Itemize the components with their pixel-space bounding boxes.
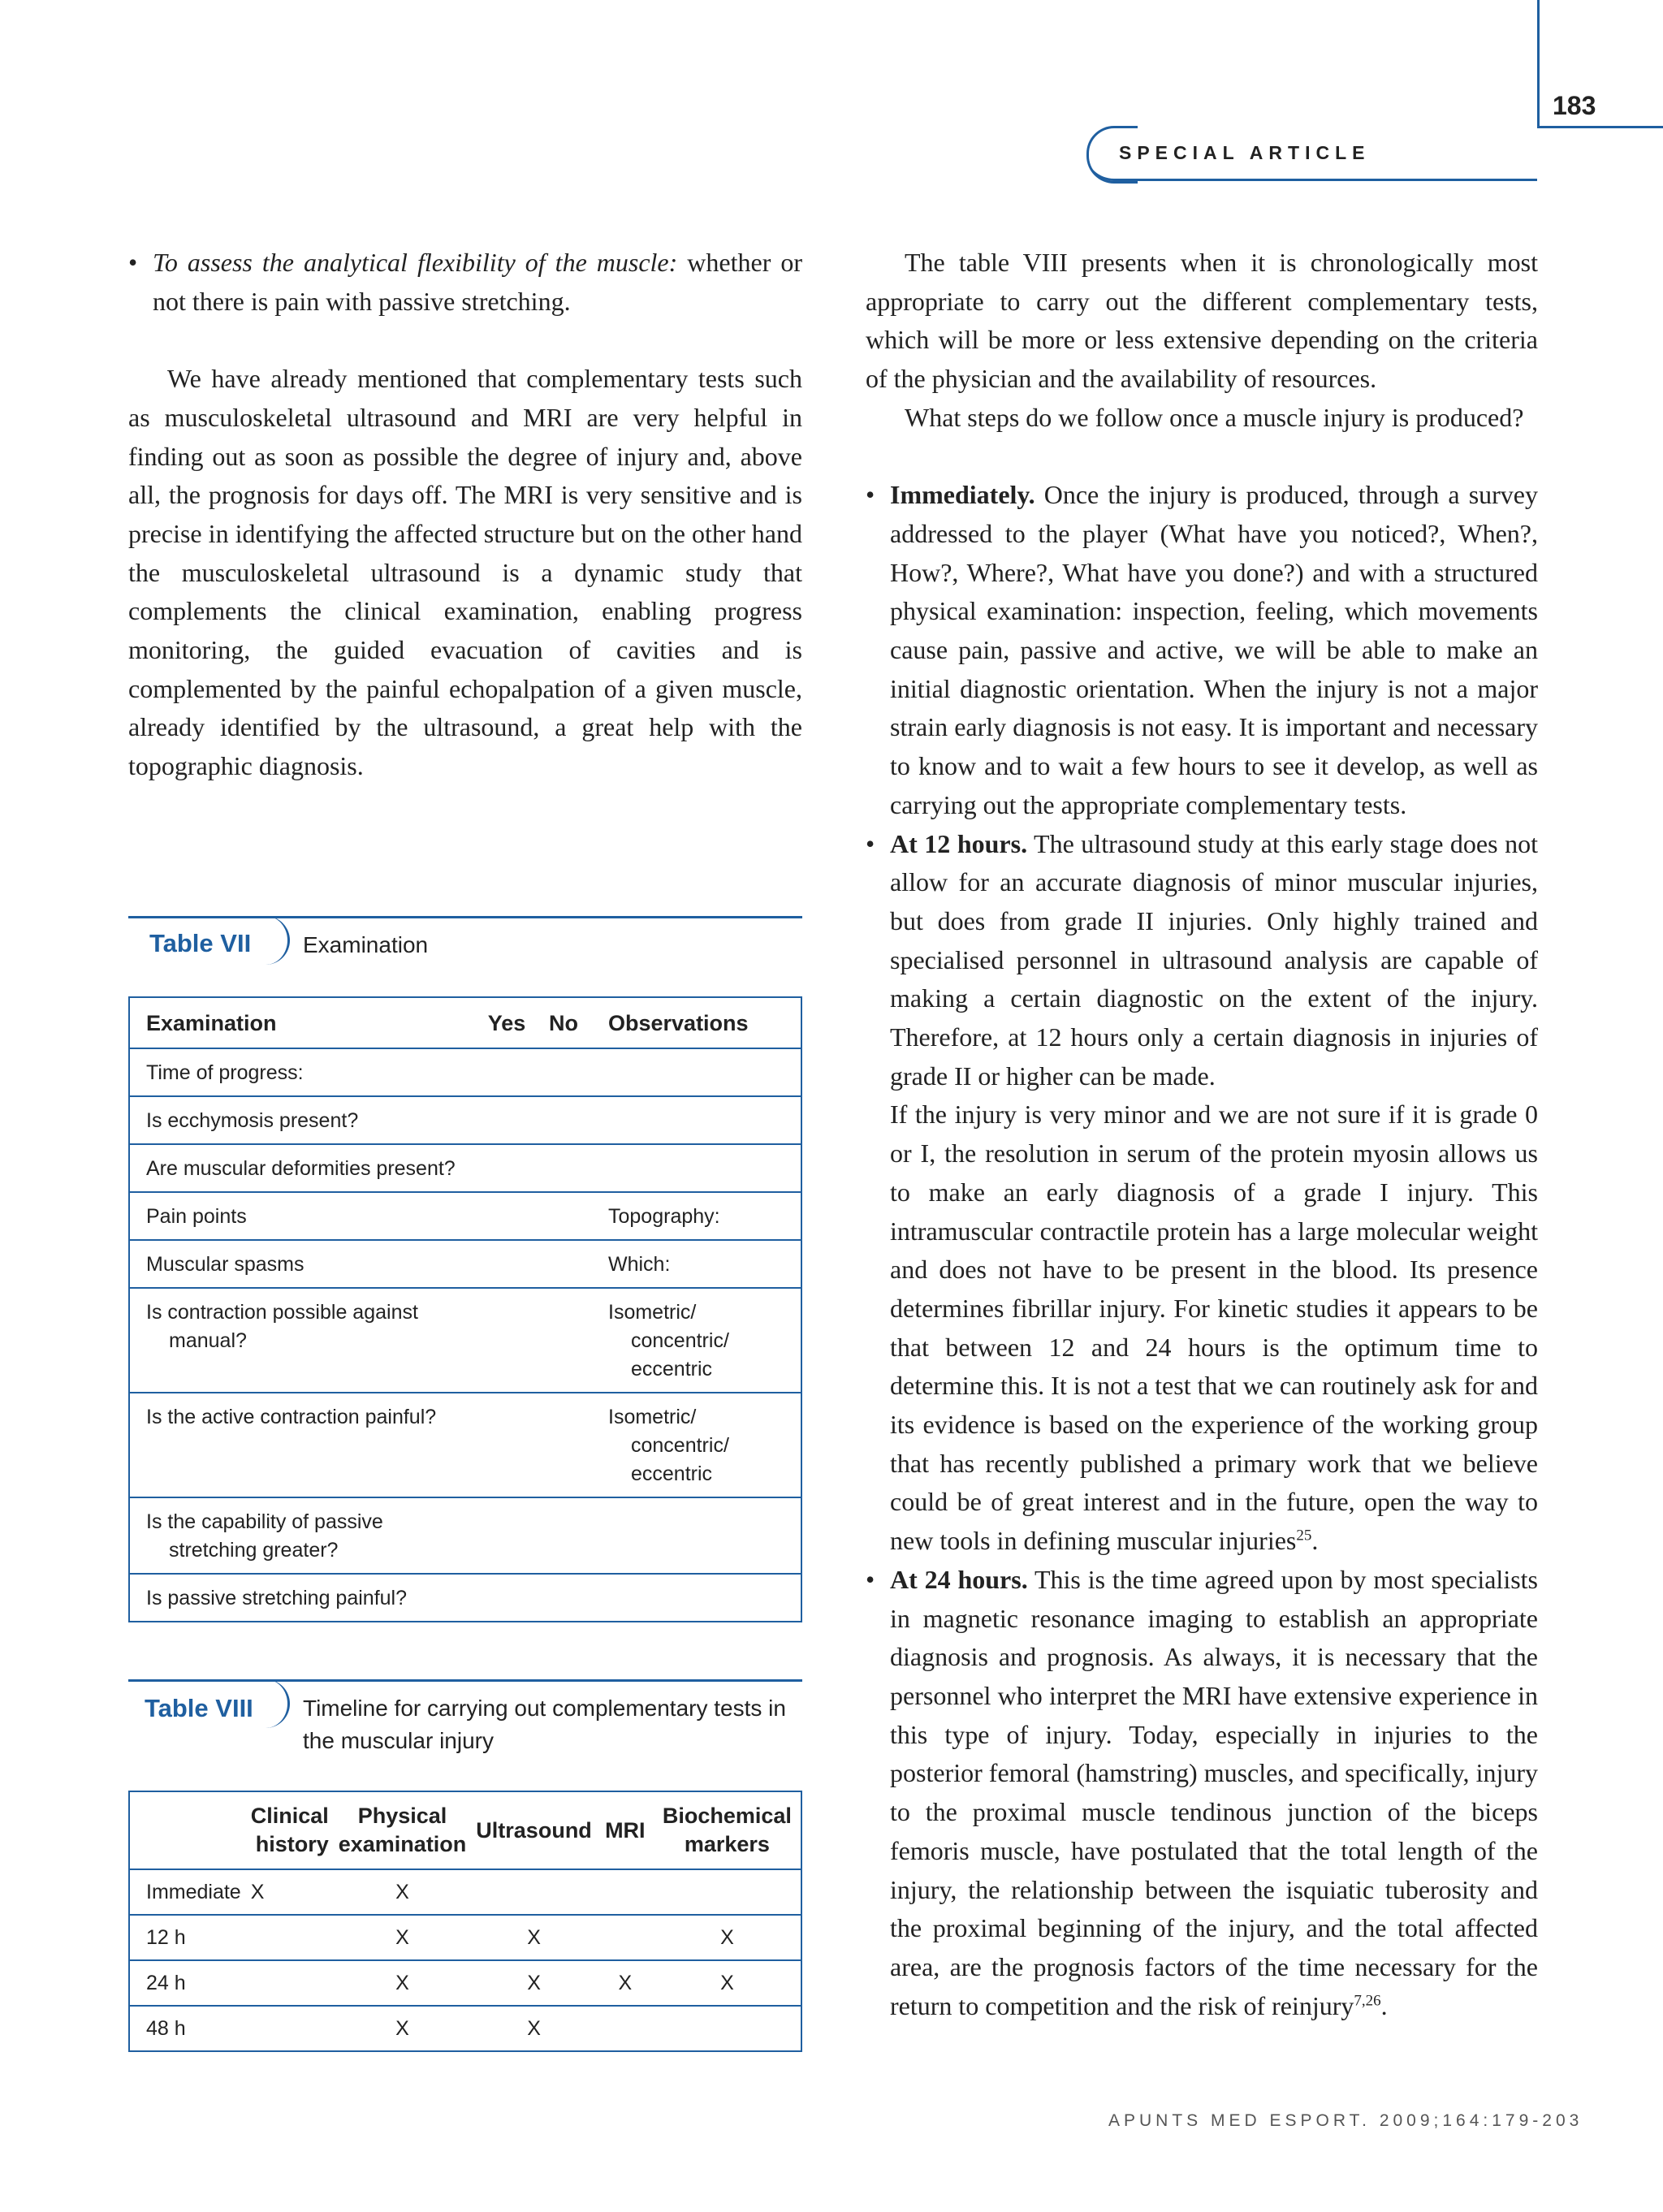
table-row <box>129 1574 801 1622</box>
cell-clinical <box>246 1915 334 1960</box>
cell-physical: X <box>334 1869 472 1915</box>
row-question: Is the active contraction painful? <box>129 1393 478 1497</box>
bullet-text: whether or not there is pain with passive stretching. <box>153 248 802 316</box>
cell-clinical: X <box>246 1869 334 1915</box>
table-row <box>129 1288 801 1393</box>
col-header-mri: MRI <box>597 1791 654 1869</box>
row-time: 48 h <box>129 2006 246 2051</box>
cell-ultrasound <box>471 1869 597 1915</box>
citation-25: 25 <box>1296 1527 1312 1545</box>
col-header-observations: Observations <box>592 997 801 1048</box>
table-row <box>129 1869 801 1915</box>
row-time: 12 h <box>129 1915 246 1960</box>
row-question: Are muscular deformities present? <box>129 1144 478 1192</box>
table-row <box>129 2006 801 2051</box>
header-horizontal-rule <box>1537 126 1663 128</box>
timeline-table <box>128 1791 802 2052</box>
bullet-text: Once the injury is produced, through a survey addressed to the player (What have you noticed?, When?, How?, Where?, What have you done?) and with a structured physical examination: inspection, feeling, which movements cause pain, passive and active, we will be able to make an initial diagnostic orientation. When the injury is not a major strain early diagnosis is not easy. It is important and necessary to know and to wait a few hours to see it develop, as well as carrying out the appropriate complementary tests. <box>890 480 1538 819</box>
bullet-text: This is the time agreed upon by most specialists in magnetic resonance imaging to establish an appropriate diagnosis and prognosis. As always, it is necessary that the personnel who interpret the MRI have extensive experience in this type of injury. Today, especially in injuries to the posterior femoral (hamstring) muscles, and specifically, injury to the proximal muscle tendinous junction of the biceps femoris muscle, have postulated that the total length of the injury, the relationship between the isquiatic tuberosity and the proximal beginning of the injury, and the total affected area, are the prognosis factors of the time necessary for the return to competition and the risk of reinjury <box>890 1564 1539 2020</box>
examination-table <box>128 996 802 1622</box>
table8-title: Timeline for carrying out complementary tests in the muscular injury <box>303 1696 786 1753</box>
citation-7-26: 7,26 <box>1354 1991 1381 2009</box>
cell-biochemical: X <box>654 1915 801 1960</box>
col-header-physical-examination: Physical examination <box>334 1791 472 1869</box>
bullet-lead: Immediately. <box>890 480 1035 510</box>
row-observation <box>592 1048 801 1096</box>
table-header-row <box>129 997 801 1048</box>
row-question: Muscular spasms <box>129 1240 478 1288</box>
steps-question-paragraph: What steps do we follow once a muscle injury is produced? <box>905 402 1524 432</box>
cell-physical: X <box>334 2006 472 2051</box>
myosin-paragraph: If the injury is very minor and we are not sure if it is grade 0 or I, the resolution in serum of the protein myosin allows us to make an early diagnosis of a grade I injury. This intramuscular contractile protein has a large molecular weight and does not have to be present in the blood. Its presence determines fibrillar injury. For kinetic studies it appears to be that between 12 and 24 hours is the optimum time to determine this. It is not a test that we can routinely ask for and its evidence is based on the experience of the working group that has recently published a primary work that we believe could be of great interest and in the future, open the way to new tools in defining muscular injuries$^{25}$. <box>890 1100 1538 1556</box>
col-header-biochemical-markers: Biochemical markers <box>654 1791 801 1869</box>
cell-biochemical <box>654 1869 801 1915</box>
cell-physical: X <box>334 1960 472 2006</box>
table-row <box>129 1144 801 1192</box>
table8-heading <box>128 1679 802 1761</box>
page-number: 183 <box>1553 91 1596 120</box>
bullet-lead: At 12 hours. <box>890 828 1028 858</box>
row-observation: Topography: <box>592 1192 801 1240</box>
cell-mri <box>597 2006 654 2051</box>
table8-label: Table VIII <box>145 1694 253 1722</box>
cell-mri <box>597 1869 654 1915</box>
flexibility-bullet <box>128 244 802 321</box>
journal-footer: APUNTS MED ESPORT. 2009;164:179-203 <box>1108 2111 1583 2130</box>
cell-mri: X <box>597 1960 654 2006</box>
bullet-dot: • <box>866 1564 875 1594</box>
row-observation <box>592 1574 801 1622</box>
row-observation <box>592 1144 801 1192</box>
table-row <box>129 1497 801 1574</box>
cell-clinical <box>246 1960 334 2006</box>
row-observation <box>592 1096 801 1144</box>
section-label: SPECIAL ARTICLE <box>1119 142 1371 163</box>
col-header-clinical-history: Clinical history <box>246 1791 334 1869</box>
row-question: Pain points <box>129 1192 478 1240</box>
bullet-dot: • <box>866 828 875 858</box>
bullet-lead: To assess the analytical flexibility of the muscle: <box>153 248 678 277</box>
cell-ultrasound: X <box>471 1960 597 2006</box>
table-row <box>129 1048 801 1096</box>
table7-title: Examination <box>303 932 429 957</box>
complementary-tests-paragraph: We have already mentioned that complementary tests such as musculoskeletal ultrasound and MRI are very helpful in finding out as soon as possible the degree of injury and, above all, the prognosis for days off. The MRI is very sensitive and is precise in identifying the affected structure but on the other hand the musculoskeletal ultrasound is a dynamic study that complements the clinical examination, enabling progress monitoring, the guided evacuation of cavities and is complemented by the painful echopalpation of a given muscle, already identified by the ultrasound, a great help with the topographic diagnosis. <box>128 364 802 781</box>
row-observation: Isometric/ concentric/ eccentric <box>608 1406 729 1485</box>
bullet-dot: • <box>866 480 875 510</box>
row-question: Is passive stretching painful? <box>129 1574 478 1622</box>
table7-heading <box>128 916 802 965</box>
row-question: Time of progress: <box>129 1048 478 1096</box>
table-row <box>129 1915 801 1960</box>
table7-label: Table VII <box>149 929 252 957</box>
bullet-text: The ultrasound study at this early stage does not allow for an accurate diagnosis of minor muscular injuries, but does from grade II injuries. Only highly trained and specialised personnel in ultrasound analysis are capable of making a certain diagnostic on the extent of the injury. Therefore, at 12 hours only a certain diagnosis in injuries of grade II or higher can be made. <box>890 828 1539 1091</box>
row-observation: Isometric/ concentric/ eccentric <box>608 1301 729 1380</box>
table-header-row <box>129 1791 801 1869</box>
bullet-lead: At 24 hours. <box>890 1564 1028 1594</box>
twelve-hours-bullet <box>866 825 1538 1096</box>
row-observation <box>592 1497 801 1574</box>
table8-intro-paragraph: The table VIII presents when it is chronologically most appropriate to carry out the different complementary tests, which will be more or less extensive depending on the criteria of the physician and the availability of resources. <box>866 248 1538 394</box>
twenty-four-hours-bullet: • At 24 hours. This is the time agreed upon by most specialists in magnetic resonance imaging to establish an appropriate diagnosis and prognosis. As always, it is necessary that the personnel who interpret the MRI have extensive experience in this type of injury. Today, especially in injuries to the posterior femoral (hamstring) muscles, and specifically, injury to the proximal muscle tendinous junction of the biceps femoris muscle, have postulated that the total length of the injury, the relationship between the isquiatic tuberosity and the proximal beginning of the injury, and the total affected area, are the prognosis factors of the time necessary for the return to competition and the risk of reinjury$^{7,26}$. <box>866 1561 1538 2025</box>
row-question: Is the capability of passive stretching greater? <box>146 1510 383 1562</box>
paragraph-text: If the injury is very minor and we are not sure if it is grade 0 or I, the resolution in serum of the protein myosin allows us to make an early diagnosis of a grade I injury. This intramuscular contractile protein has a large molecular weight and does not have to be present in the blood. Its presence determines fibrillar injury. For kinetic studies it appears to be that between 12 and 24 hours is the optimum time to determine this. It is not a test that we can routinely ask for and its evidence is based on the experience of the working group that has recently published a primary work that we believe could be of great interest and in the future, open the way to new tools in defining muscular injuries <box>890 1100 1538 1556</box>
table-row <box>129 1096 801 1144</box>
col-header-examination: Examination <box>129 997 478 1048</box>
header-vertical-rule <box>1537 0 1540 127</box>
table-row <box>129 1240 801 1288</box>
row-observation: Which: <box>592 1240 801 1288</box>
col-header-ultrasound: Ultrasound <box>471 1791 597 1869</box>
row-time: Immediate <box>129 1869 246 1915</box>
col-header-no: No <box>535 997 592 1048</box>
col-header-yes: Yes <box>478 997 535 1048</box>
right-column <box>866 244 1538 2025</box>
table-row <box>129 1192 801 1240</box>
cell-ultrasound: X <box>471 2006 597 2051</box>
row-question: Is ecchymosis present? <box>129 1096 478 1144</box>
table-row <box>129 1393 801 1497</box>
col-header-blank <box>129 1791 246 1869</box>
cell-physical: X <box>334 1915 472 1960</box>
row-question: Is contraction possible against manual? <box>146 1301 418 1352</box>
cell-clinical <box>246 2006 334 2051</box>
table-row <box>129 1960 801 2006</box>
immediately-bullet <box>866 476 1538 824</box>
cell-biochemical: X <box>654 1960 801 2006</box>
cell-biochemical <box>654 2006 801 2051</box>
bullet-dot: • <box>128 248 138 277</box>
cell-mri <box>597 1915 654 1960</box>
left-column <box>128 244 802 786</box>
cell-ultrasound: X <box>471 1915 597 1960</box>
row-time: 24 h <box>129 1960 246 2006</box>
